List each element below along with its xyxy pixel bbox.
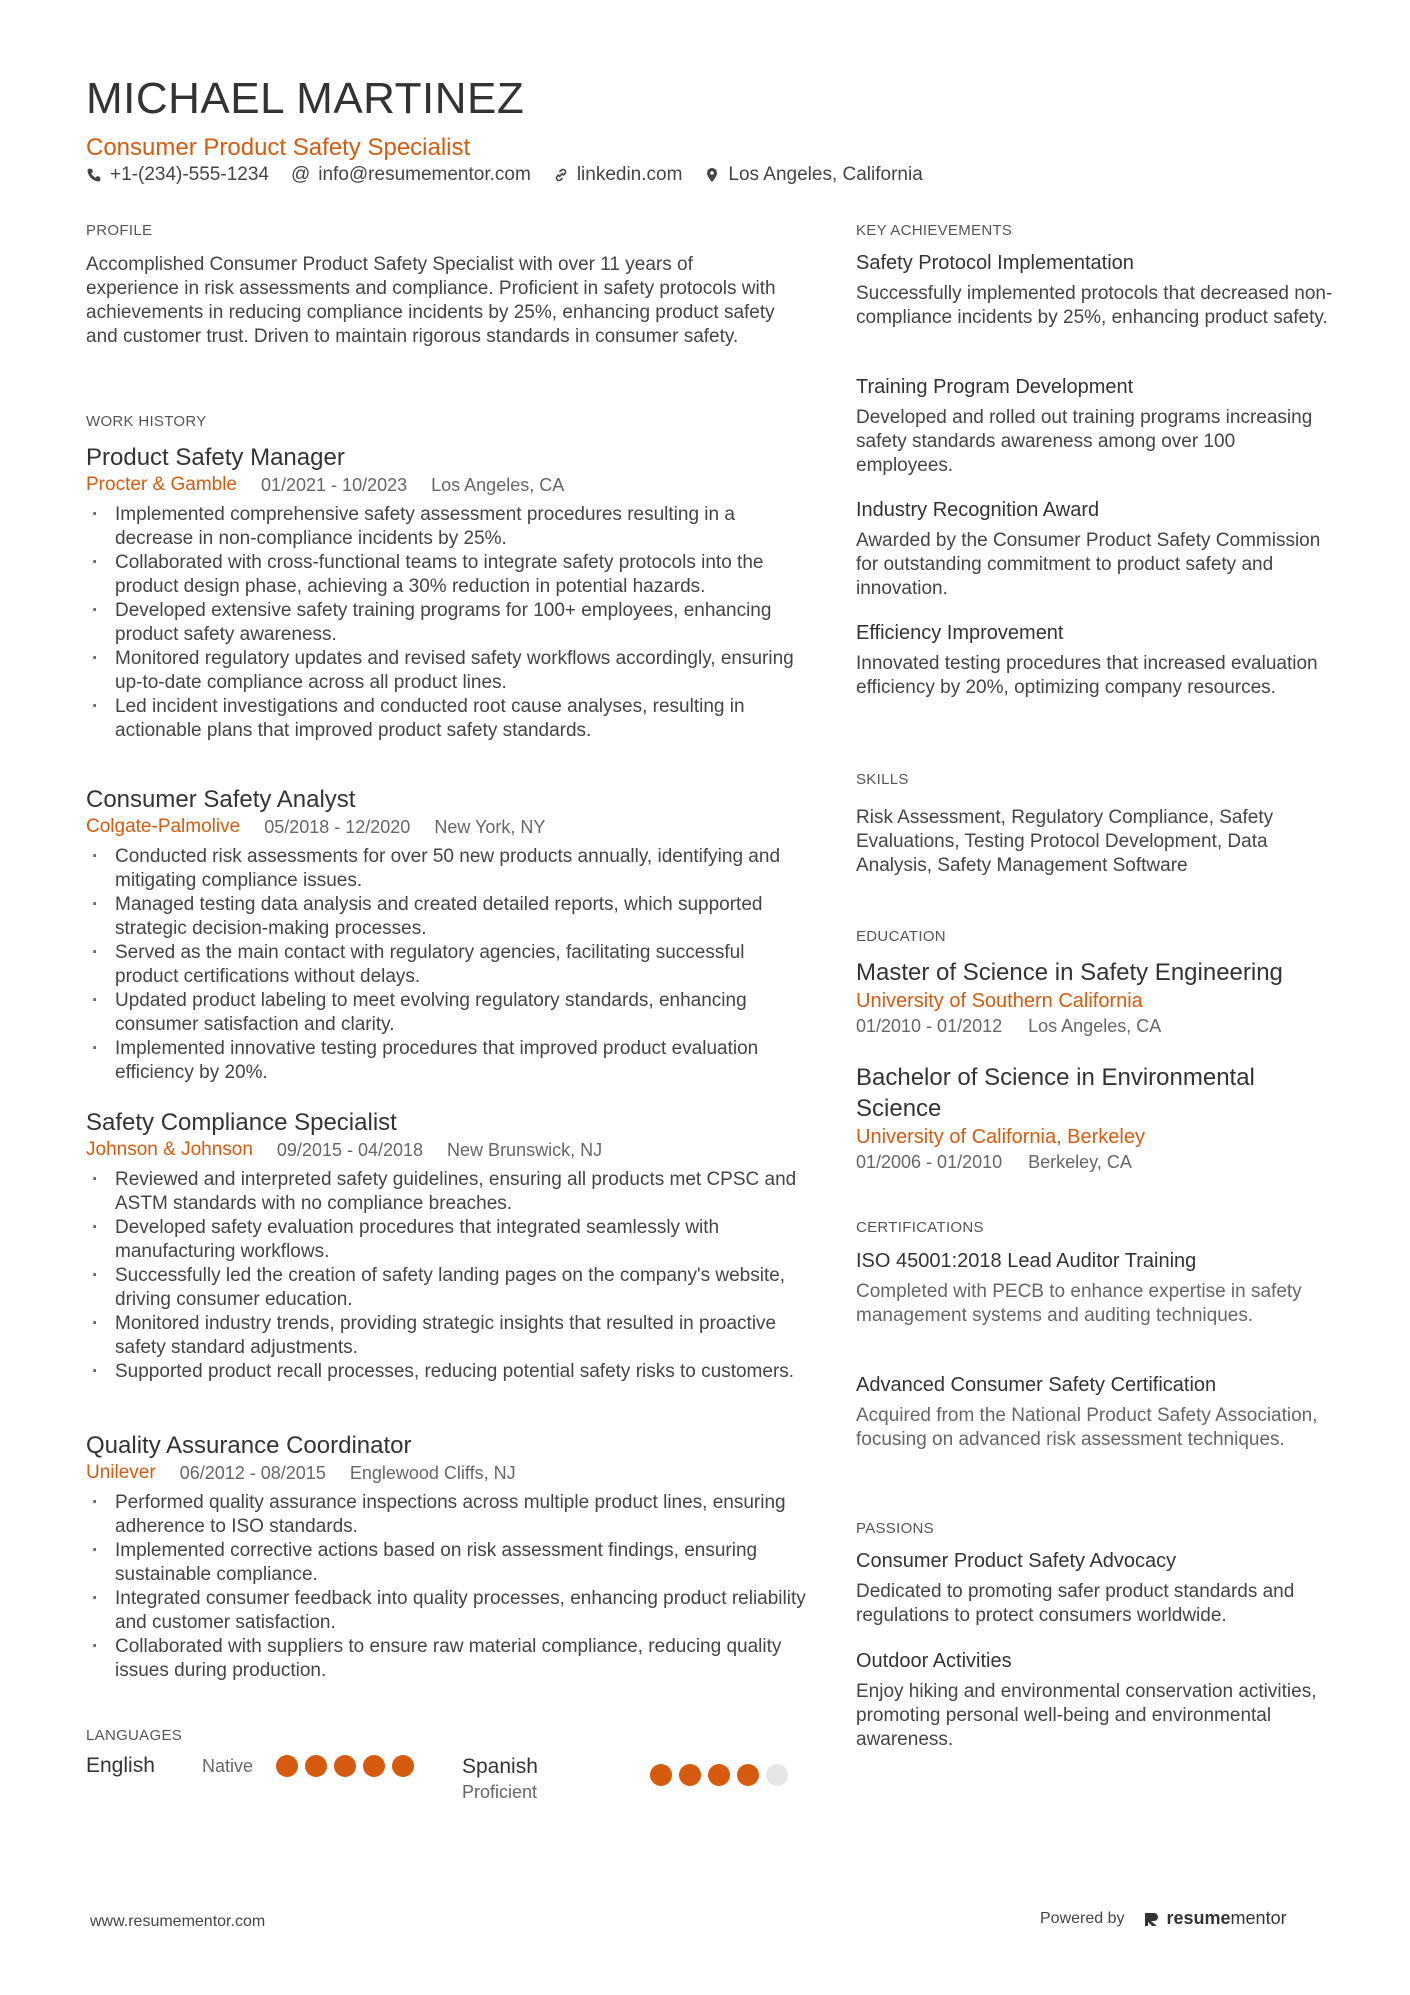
- job-dates: 05/2018 - 12/2020: [264, 817, 411, 837]
- language-name: English: [86, 1754, 155, 1777]
- rating-dot-filled: [392, 1755, 414, 1777]
- candidate-name: MICHAEL MARTINEZ: [86, 74, 525, 123]
- email-text: info@resumementor.com: [318, 164, 531, 185]
- job-entry: [86, 443, 806, 743]
- education-section-title: EDUCATION: [856, 928, 946, 945]
- phone-icon: [86, 167, 102, 183]
- job-meta: [86, 815, 806, 839]
- achievement-title: Industry Recognition Award: [856, 499, 1100, 521]
- rating-dot-filled: [650, 1764, 672, 1786]
- job-location: New Brunswick, NJ: [447, 1140, 603, 1160]
- job-bullet: · Reviewed and interpreted safety guidelines, ensuring all products met CPSC and ASTM standards with no compliance breaches.: [86, 1168, 806, 1216]
- certification-item: [856, 1248, 1336, 1328]
- achievement-desc: Innovated testing procedures that increased evaluation efficiency by 20%, optimizing company resources.: [856, 653, 1318, 698]
- job-location: New York, NY: [434, 817, 546, 837]
- contact-bar: [86, 164, 923, 186]
- language-rating: [650, 1764, 788, 1786]
- work-section-title: WORK HISTORY: [86, 413, 207, 430]
- job-company: Procter & Gamble: [86, 474, 237, 495]
- job-bullet: · Successfully led the creation of safety landing pages on the company's website, driving consumer education.: [86, 1264, 806, 1312]
- job-bullet: · Updated product labeling to meet evolving regulatory standards, enhancing consumer satisfaction and clarity.: [86, 989, 806, 1037]
- education-location: Berkeley, CA: [1028, 1152, 1132, 1172]
- passions-section-title: PASSIONS: [856, 1520, 934, 1537]
- brand-bold: resume: [1166, 1908, 1231, 1928]
- achievement-title: Training Program Development: [856, 376, 1134, 398]
- languages-section-title: LANGUAGES: [86, 1727, 183, 1744]
- job-bullets: [86, 845, 806, 1085]
- language-level: Proficient: [462, 1782, 538, 1802]
- certifications-section-title: CERTIFICATIONS: [856, 1219, 984, 1236]
- job-bullets: [86, 1491, 806, 1683]
- linkedin-text: linkedin.com: [576, 164, 683, 185]
- education-meta: [856, 1150, 1326, 1174]
- rating-dot-filled: [363, 1755, 385, 1777]
- passion-item: [856, 1648, 1336, 1752]
- contact-linkedin[interactable]: [553, 164, 683, 186]
- job-dates: 01/2021 - 10/2023: [261, 475, 408, 495]
- footer-branding: [1040, 1908, 1287, 1929]
- job-bullets: [86, 503, 806, 743]
- job-bullet: · Developed safety evaluation procedures that integrated seamlessly with manufacturing workflows.: [86, 1216, 806, 1264]
- education-meta: [856, 1014, 1336, 1038]
- job-meta: [86, 1461, 806, 1485]
- passion-desc: Enjoy hiking and environmental conservation activities, promoting personal well-being and environmental awareness.: [856, 1681, 1317, 1750]
- footer-website[interactable]: www.resumementor.com: [90, 1913, 266, 1930]
- job-title: Product Safety Manager: [86, 444, 345, 471]
- at-icon: @: [290, 164, 311, 185]
- language-english: [86, 1754, 414, 1778]
- link-icon: [553, 167, 569, 183]
- rating-dot-filled: [305, 1755, 327, 1777]
- job-dates: 09/2015 - 04/2018: [276, 1140, 424, 1160]
- certification-title: ISO 45001:2018 Lead Auditor Training: [856, 1250, 1197, 1272]
- job-company: Unilever: [86, 1462, 156, 1483]
- achievements-section-title: KEY ACHIEVEMENTS: [856, 222, 1013, 239]
- job-bullet: · Monitored industry trends, providing strategic insights that resulted in proactive safety standard adjustments.: [86, 1312, 806, 1360]
- education-degree: Master of Science in Safety Engineering: [856, 959, 1283, 986]
- certification-title: Advanced Consumer Safety Certification: [856, 1374, 1217, 1396]
- job-bullet: · Served as the main contact with regulatory agencies, facilitating successful product certifications without delays.: [86, 941, 806, 989]
- certification-desc: Acquired from the National Product Safety Association, focusing on advanced risk assessment techniques.: [856, 1405, 1318, 1450]
- job-title: Quality Assurance Coordinator: [86, 1432, 412, 1459]
- job-bullet: · Integrated consumer feedback into quality processes, enhancing product reliability and customer satisfaction.: [86, 1587, 806, 1635]
- passion-item: [856, 1548, 1336, 1628]
- job-bullets: [86, 1168, 806, 1384]
- passion-title: Consumer Product Safety Advocacy: [856, 1550, 1177, 1572]
- rating-dot-filled: [276, 1755, 298, 1777]
- achievement-item: [856, 374, 1336, 478]
- brand-logo[interactable]: [1143, 1908, 1287, 1929]
- job-entry: [86, 785, 806, 1085]
- rating-dot-filled: [708, 1764, 730, 1786]
- job-bullet: · Managed testing data analysis and created detailed reports, which supported strategic decision-making processes.: [86, 893, 806, 941]
- brand-rest: mentor: [1230, 1908, 1287, 1928]
- job-bullet: · Collaborated with suppliers to ensure raw material compliance, reducing quality issues during production.: [86, 1635, 806, 1683]
- phone-text: +1-(234)-555-1234: [110, 164, 269, 185]
- achievement-item: [856, 620, 1336, 700]
- education-school: University of Southern California: [856, 990, 1143, 1012]
- profile-text: Accomplished Consumer Product Safety Specialist with over 11 years of experience in risk assessments and compliance. Proficient in safety protocols with achievements in reducing compliance incidents by 25%, enhancing product safety and customer trust. Driven to maintain rigorous standards in consumer safety.: [86, 254, 776, 347]
- job-company: Johnson & Johnson: [86, 1139, 253, 1160]
- job-company: Colgate-Palmolive: [86, 816, 241, 837]
- job-bullet: · Monitored regulatory updates and revised safety workflows accordingly, ensuring up-to-date compliance across all product lines.: [86, 647, 806, 695]
- job-dates: 06/2012 - 08/2015: [179, 1463, 326, 1483]
- skills-text: Risk Assessment, Regulatory Compliance, Safety Evaluations, Testing Protocol Development, Data Analysis, Safety Management Software: [856, 807, 1274, 876]
- education-dates: 01/2010 - 01/2012: [856, 1016, 1003, 1036]
- job-bullet: · Collaborated with cross-functional teams to integrate safety protocols into the product design phase, achieving a 30% reduction in potential hazards.: [86, 551, 806, 599]
- education-degree: Bachelor of Science in Environmental Science: [856, 1064, 1255, 1122]
- job-bullet: · Implemented innovative testing procedures that improved product evaluation efficiency by 20%.: [86, 1037, 806, 1085]
- contact-location: [704, 164, 922, 186]
- achievement-desc: Awarded by the Consumer Product Safety Commission for outstanding commitment to product safety and innovation.: [856, 530, 1321, 599]
- achievement-item: [856, 497, 1336, 601]
- profile-section-title: PROFILE: [86, 222, 153, 239]
- job-entry: [86, 1431, 806, 1683]
- job-bullet: · Performed quality assurance inspections across multiple product lines, ensuring adherence to ISO standards.: [86, 1491, 806, 1539]
- powered-by-label: Powered by: [1040, 1909, 1125, 1927]
- passion-desc: Dedicated to promoting safer product standards and regulations to protect consumers worldwide.: [856, 1581, 1295, 1626]
- location-pin-icon: [704, 167, 720, 183]
- education-item: [856, 957, 1336, 1038]
- contact-email[interactable]: [291, 164, 531, 186]
- job-entry: [86, 1108, 806, 1384]
- job-title: Consumer Safety Analyst: [86, 786, 356, 813]
- achievement-item: [856, 250, 1336, 330]
- rating-dot-empty: [766, 1764, 788, 1786]
- language-name: Spanish: [462, 1755, 538, 1778]
- education-location: Los Angeles, CA: [1028, 1016, 1162, 1036]
- achievement-desc: Developed and rolled out training programs increasing safety standards awareness among over 100 employees.: [856, 407, 1313, 476]
- achievement-title: Safety Protocol Implementation: [856, 252, 1134, 274]
- job-bullet: · Implemented comprehensive safety assessment procedures resulting in a decrease in non-compliance incidents by 25%.: [86, 503, 806, 551]
- resumementor-logo-icon: [1143, 1910, 1161, 1928]
- job-meta: [86, 473, 806, 497]
- job-title: Safety Compliance Specialist: [86, 1109, 397, 1136]
- job-location: Los Angeles, CA: [431, 475, 565, 495]
- job-bullet: · Developed extensive safety training programs for 100+ employees, enhancing product safety awareness.: [86, 599, 806, 647]
- rating-dot-filled: [334, 1755, 356, 1777]
- language-spanish: [462, 1754, 788, 1804]
- education-dates: 01/2006 - 01/2010: [856, 1152, 1003, 1172]
- candidate-headline: Consumer Product Safety Specialist: [86, 134, 471, 161]
- education-school: University of California, Berkeley: [856, 1126, 1145, 1148]
- job-bullet: · Implemented corrective actions based on risk assessment findings, ensuring sustainable compliance.: [86, 1539, 806, 1587]
- certification-item: [856, 1372, 1336, 1452]
- achievement-title: Efficiency Improvement: [856, 622, 1064, 644]
- contact-phone: [86, 164, 269, 186]
- language-level: Native: [202, 1755, 254, 1776]
- rating-dot-filled: [737, 1764, 759, 1786]
- job-bullet: · Supported product recall processes, reducing potential safety risks to customers.: [86, 1360, 806, 1384]
- job-bullet: · Conducted risk assessments for over 50 new products annually, identifying and mitigating compliance issues.: [86, 845, 806, 893]
- certification-desc: Completed with PECB to enhance expertise in safety management systems and auditing techniques.: [856, 1281, 1302, 1326]
- job-meta: [86, 1138, 806, 1162]
- passion-title: Outdoor Activities: [856, 1650, 1012, 1672]
- skills-section-title: SKILLS: [856, 771, 909, 788]
- education-item: [856, 1062, 1326, 1174]
- language-rating: [276, 1755, 414, 1777]
- job-bullet: · Led incident investigations and conducted root cause analyses, resulting in actionable plans that improved product safety standards.: [86, 695, 806, 743]
- job-location: Englewood Cliffs, NJ: [349, 1463, 516, 1483]
- location-text: Los Angeles, California: [728, 164, 923, 185]
- rating-dot-filled: [679, 1764, 701, 1786]
- achievement-desc: Successfully implemented protocols that decreased non-compliance incidents by 25%, enhancing product safety.: [856, 283, 1333, 328]
